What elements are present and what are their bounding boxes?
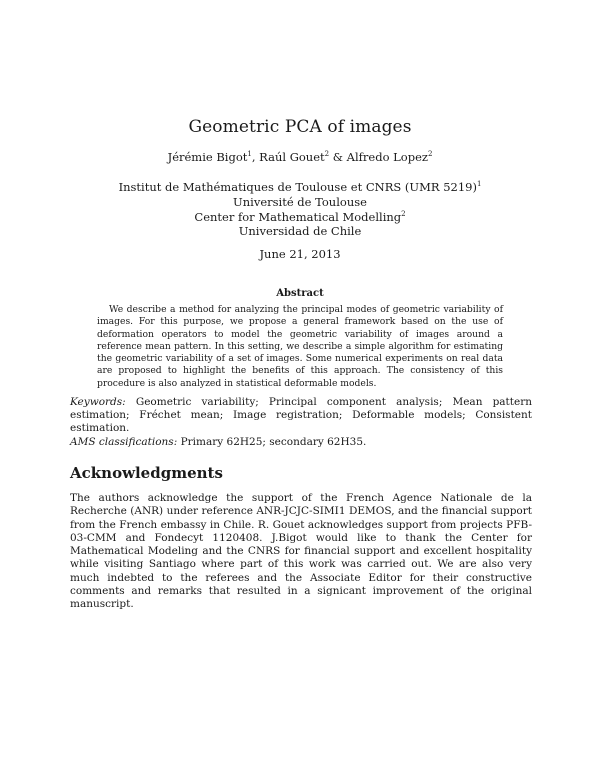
ams-text: Primary 62H25; secondary 62H35. <box>180 435 367 448</box>
keywords-text: Geometric variability; Principal component analysis; Mean pattern estimation; Fréchet mean; Image registration; Deformable models; Consistent estimation. <box>70 396 532 435</box>
affiliation-marker: 2 <box>324 150 330 159</box>
acknowledgments-body: The authors acknowledge the support of the French Agence Nationale de la Recherche (ANR) under reference ANR-JCJC-SIMI1 DEMOS, and the financial support from the French embassy in Chile. R. Gouet acknowledges support from projects PFB-03-CMM and Fondecyt 1120408. J.Bigot would like to thank the Center for Mathematical Modeling and the CNRS for financial support and excellent hospitality while visiting Santiago where part of this work was carried out. We are also very much indebted to the referees and the Associate Editor for their constructive comments and remarks that resulted in a signicant improvement of the original manuscript. <box>70 492 532 611</box>
author-list <box>0 150 600 164</box>
abstract-heading: Abstract <box>276 288 324 299</box>
paper-date: June 21, 2013 <box>259 247 341 261</box>
keywords-label: Keywords: <box>70 396 126 408</box>
abstract-body: We describe a method for analyzing the principal modes of geometric variability of images. For this purpose, we propose a general framework based on the use of deformation operators to model the geometric variability of images around a reference mean pattern. In this setting, we describe a simple algorithm for estimating the geometric variability of a set of images. Some numerical experiments on real data are proposed to highlight the benefits of this approach. The consistency of this procedure is also analyzed in statistical deformable models. <box>97 304 503 389</box>
acknowledgments-heading: Acknowledgments <box>70 464 223 482</box>
affiliation-line <box>0 180 600 195</box>
affiliation-line: Universidad de Chile <box>238 224 362 238</box>
affiliation-marker: 1 <box>247 150 252 159</box>
affiliation-line <box>0 210 600 225</box>
affiliation-text: Institut de Mathématiques de Toulouse et CNRS (UMR 5219) <box>118 180 477 194</box>
affiliation-text: Center for Mathematical Modelling <box>194 210 402 224</box>
author-name: Raúl Gouet <box>259 150 325 164</box>
affiliation-marker: 2 <box>427 150 433 159</box>
keywords-block <box>70 396 532 449</box>
paper-title: Geometric PCA of images <box>188 117 412 137</box>
author-separator: , <box>251 150 260 164</box>
affiliation-marker: 1 <box>476 180 482 189</box>
ams-label: AMS classifications: <box>70 435 178 448</box>
author-separator: & <box>329 150 347 164</box>
author-name: Alfredo Lopez <box>346 150 428 164</box>
author-name: Jérémie Bigot <box>167 150 248 164</box>
affiliation-marker: 2 <box>401 210 406 219</box>
affiliation-line: Université de Toulouse <box>233 195 367 209</box>
